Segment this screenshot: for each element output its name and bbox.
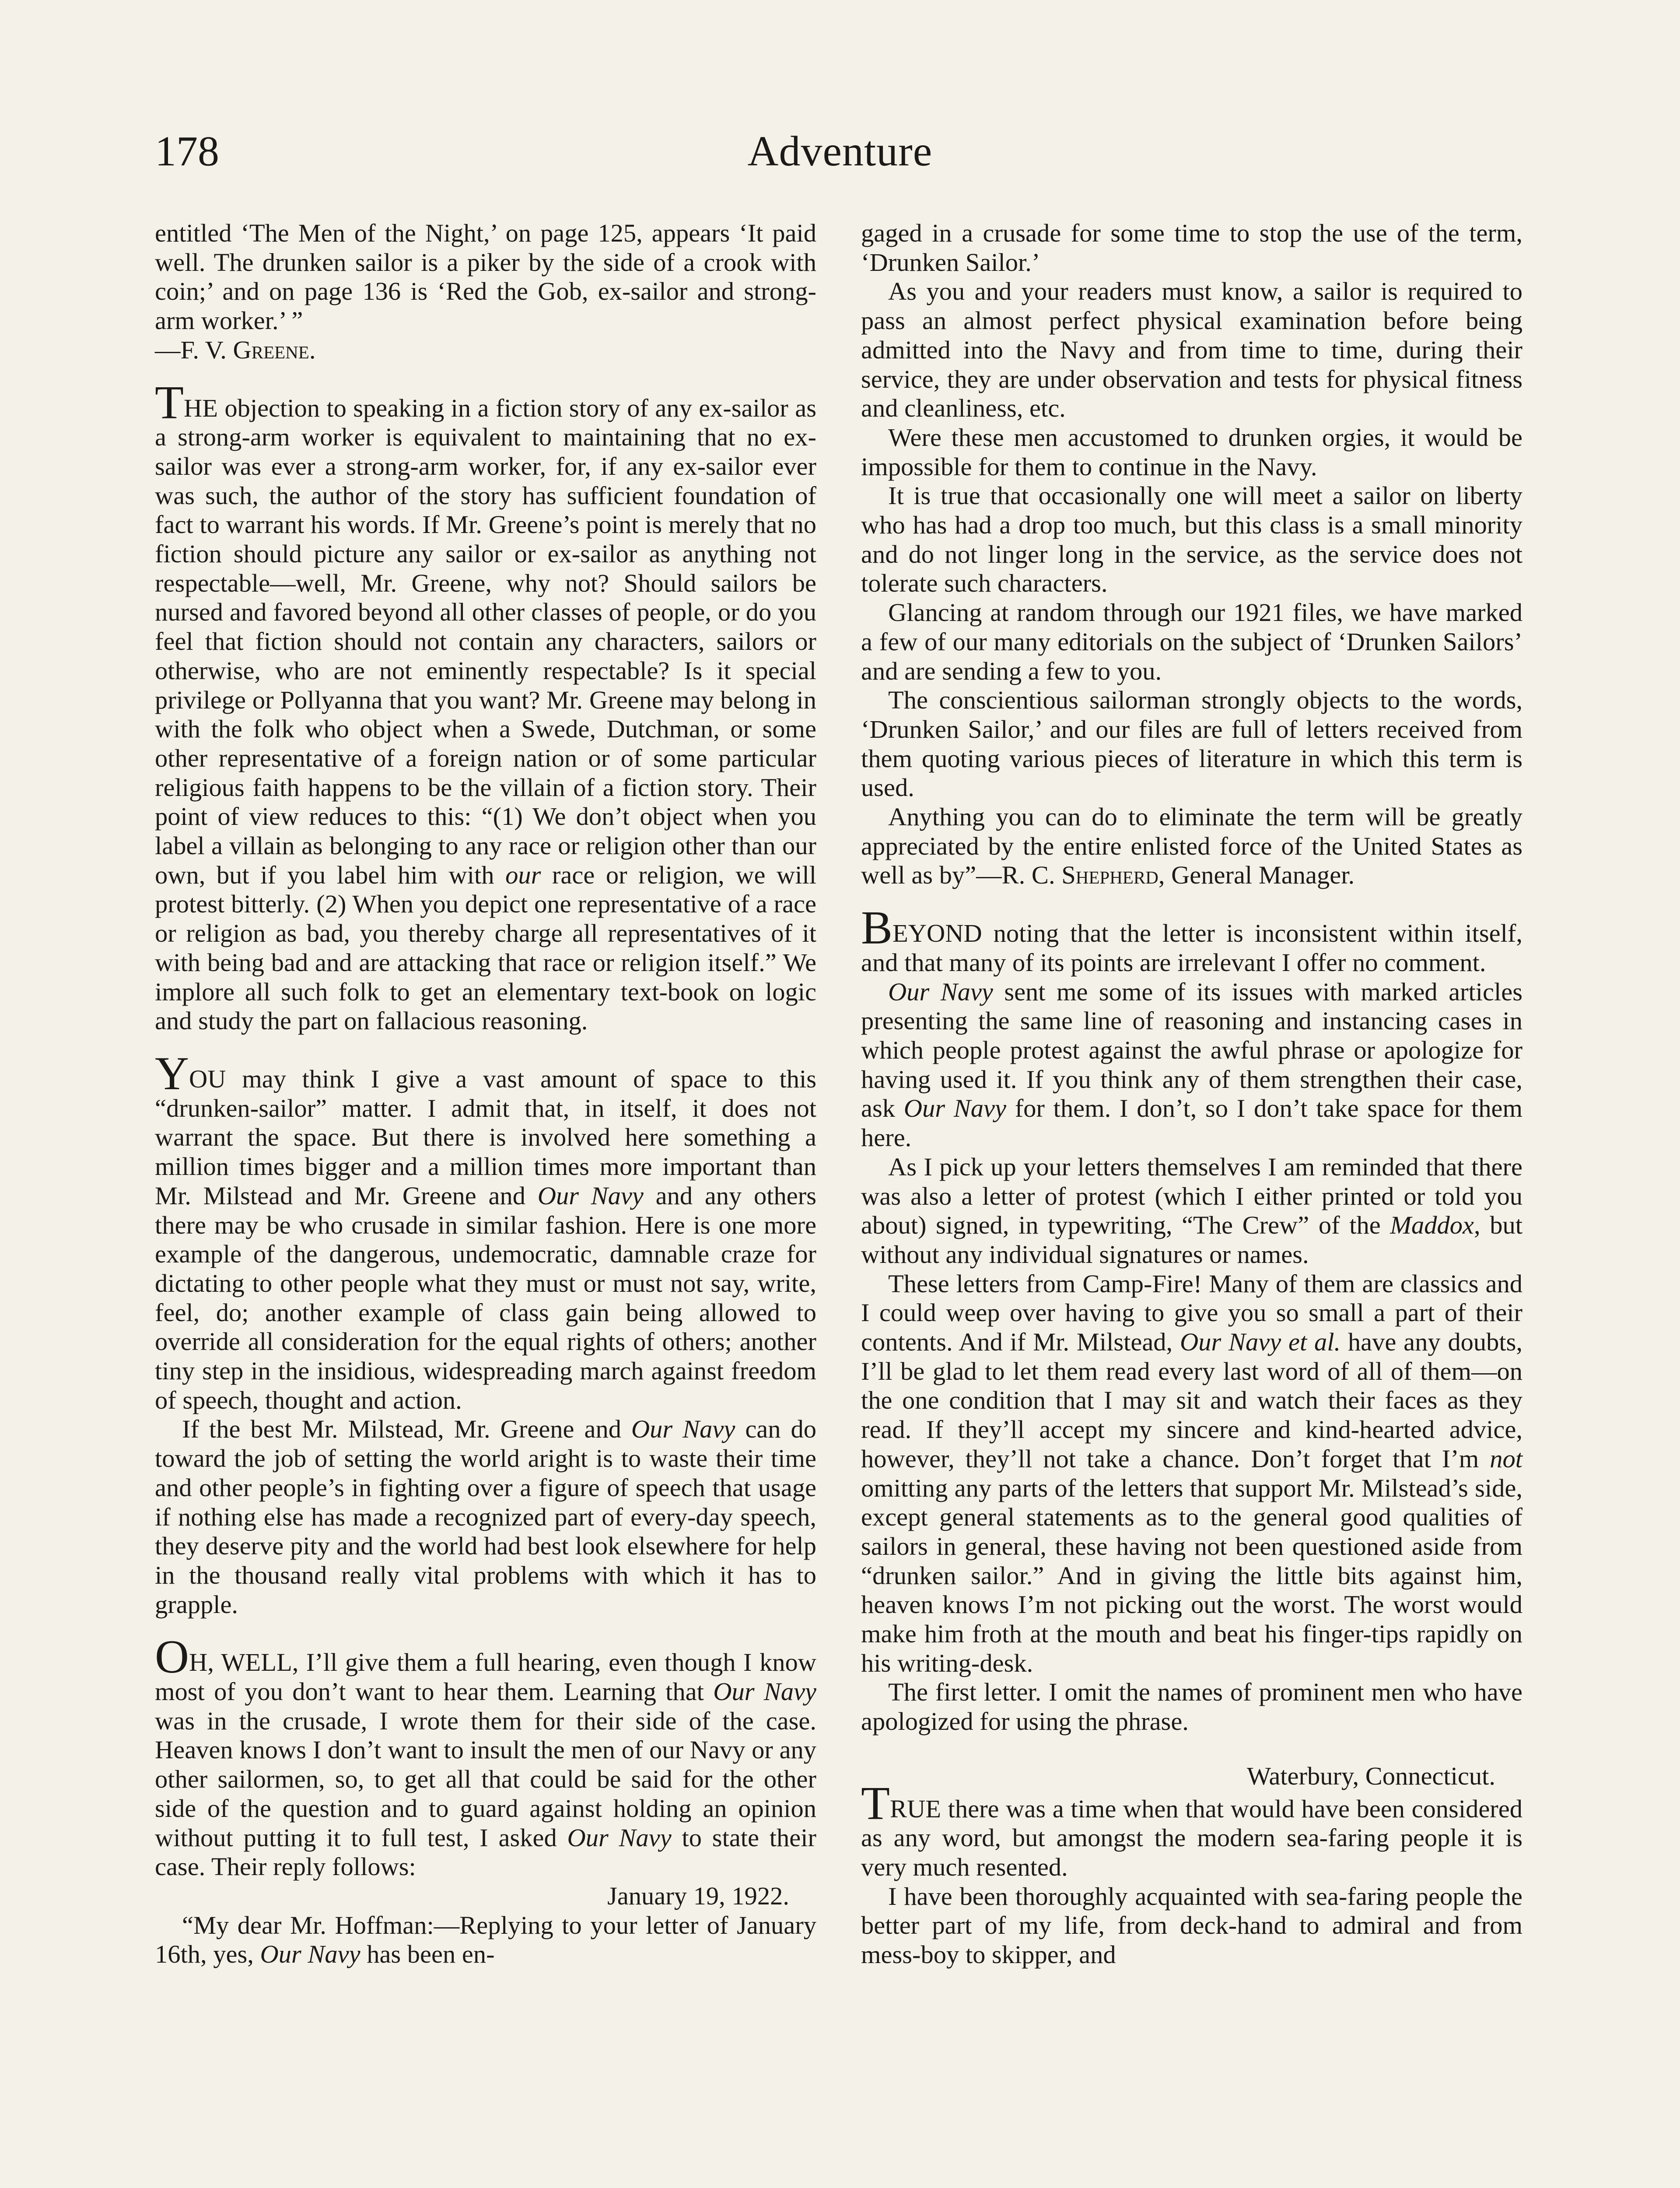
magazine-title: Adventure — [747, 128, 933, 175]
paragraph: As you and your readers must know, a sailor is required to pass an almost perfect physical examination before being admitted into the Navy and from time to time, during their service, they are under observation and tests for physical fitness and cleanliness, etc. — [861, 277, 1522, 423]
paragraph: Were these men accustomed to drunken orgies, it would be impossible for them to continue in the Navy. — [861, 423, 1522, 481]
signature: —F. V. Greene. — [155, 335, 316, 364]
drop-cap: O — [155, 1631, 189, 1683]
paragraph: gaged in a crusade for some time to stop the use of the term, ‘Drunken Sailor.’ — [861, 219, 1522, 277]
left-column — [155, 219, 816, 1969]
drop-cap: T — [155, 376, 184, 429]
paragraph: As I pick up your letters themselves I am reminded that there was also a letter of protest (which I either printed or told you about) signed, in typewriting, “The Crew” of the Maddox, but without any individual signatures or names. — [861, 1152, 1522, 1269]
drop-cap: T — [861, 1777, 890, 1830]
paragraph: If the best Mr. Milstead, Mr. Greene and Our Navy can do toward the job of setting the world aright is to waste their time and other people’s in fighting over a figure of speech that usage if nothing else has made a recognized part of every-day speech, they deserve pity and the world had best look elsewhere for help in the thousand really vital problems with which it has to grapple. — [155, 1415, 816, 1619]
letter-date: January 19, 1922. — [607, 1881, 789, 1910]
paragraph: “My dear Mr. Hoffman:—Replying to your letter of January 16th, yes, Our Navy has been en- — [155, 1911, 816, 1969]
paragraph: Anything you can do to eliminate the term will be greatly appreciated by the entire enlisted force of the United States as well as by”—R. C. Shepherd, General Manager. — [861, 803, 1522, 890]
paragraph: Our Navy sent me some of its issues with marked articles presenting the same line of reasoning and instancing cases in which people protest against the awful phrase or apologize for having used it. If you think any of them strengthen their case, ask Our Navy for them. I don’t, so I don’t take space for them here. — [861, 977, 1522, 1152]
paragraph: The first letter. I omit the names of prominent men who have apologized for using the phrase. — [861, 1678, 1522, 1736]
paragraph-section-start: BEYOND noting that the letter is inconsistent within itself, and that many of its points are irrelevant I offer no comment. — [861, 902, 1522, 977]
letter-location: Waterbury, Connecticut. — [1246, 1761, 1495, 1790]
drop-cap: Y — [155, 1047, 189, 1100]
paragraph-section-start: TRUE there was a time when that would have been considered as any word, but amongst the modern sea-faring people it is very much resented. — [861, 1777, 1522, 1881]
paragraph-section-start: THE objection to speaking in a fiction story of any ex-sailor as a strong-arm worker is equivalent to maintaining that no ex-sailor was ever a strong-arm worker, for, if any ex-sailor ever was such, the author of the story has sufficient foundation of fact to warrant his words. If Mr. Greene’s point is merely that no fiction should picture any sailor or ex-sailor as anything not respectable—well, Mr. Greene, why not? Should sailors be nursed and favored beyond all other classes of people, or do you feel that fiction should not contain any characters, sailors or otherwise, who are not eminently respectable? Is it special privilege or Pollyanna that you want? Mr. Greene may belong in with the folk who object when a Swede, Dutchman, or some other representative of a foreign nation or of some particular religious faith happens to be the villain of a fiction story. Their point of view reduces to this: “(1) We don’t object when you label a villain as belonging to any race or religion other than our own, but if you label him with our race or religion, we will protest bitterly. (2) When you depict one representative of a race or religion as bad, you thereby charge all representatives of it with being bad and are attacking that race or religion itself.” We implore all such folk to get an elementary text-book on logic and study the part on fallacious reasoning. — [155, 376, 817, 1035]
page-header — [155, 127, 1525, 193]
paragraph: It is true that occasionally one will meet a sailor on liberty who has had a drop too much, but this class is a small minority and do not linger long in the service, as the service does not tolerate such characters. — [861, 481, 1522, 598]
paragraph-section-start: YOU may think I give a vast amount of space to this “drunken-sailor” matter. I admit that, in itself, it does not warrant the space. But there is involved here something a million times bigger and a million times more important than Mr. Milstead and Mr. Greene and Our Navy and any others there may be who crusade in similar fashion. Here is one more example of the dangerous, undemocratic, damnable craze for dictating to other people what they must or must not say, write, feel, do; another example of class gain being allowed to override all consideration for the equal rights of others; another tiny step in the insidious, widespreading march against freedom of speech, thought and action. — [155, 1047, 816, 1414]
right-column — [861, 219, 1522, 1970]
paragraph: The conscientious sailorman strongly objects to the words, ‘Drunken Sailor,’ and our files are full of letters received from them quoting various pieces of literature in which this term is used. — [861, 686, 1522, 802]
page-number: 178 — [155, 128, 219, 175]
paragraph: Glancing at random through our 1921 files, we have marked a few of our many editorials on the subject of ‘Drunken Sailors’ and are sending a few to you. — [861, 598, 1522, 685]
drop-cap: B — [861, 902, 893, 954]
paragraph-section-start: OH, WELL, I’ll give them a full hearing, even though I know most of you don’t want to hear them. Learning that Our Navy was in the crusade, I wrote them for their side of the case. Heaven knows I don’t want to insult the men of our Navy or any other sailormen, so, to get all that could be said for the other side of the question and to guard against holding an opinion without putting it to full test, I asked Our Navy to state their case. Their reply follows: — [155, 1631, 816, 1881]
paragraph: entitled ‘The Men of the Night,’ on page 125, appears ‘It paid well. The drunken sailor is a piker by the side of a crook with coin;’ and on page 136 is ‘Red the Gob, ex-sailor and strong-arm worker.’ ” — [155, 219, 816, 335]
paragraph: These letters from Camp-Fire! Many of them are classics and I could weep over having to give you so small a part of their contents. And if Mr. Milstead, Our Navy et al. have any doubts, I’ll be glad to let them read every last word of all of them—on the one condition that I may sit and watch their faces as they read. If they’ll accept my sincere and kind-hearted advice, however, they’ll not take a chance. Don’t forget that I’m not omitting any parts of the letters that support Mr. Milstead’s side, except general statements as to the general good qualities of sailors in general, these having not been questioned aside from “drunken sailor.” And in giving the little bits against him, heaven knows I’m not picking out the worst. The worst would make him froth at the mouth and beat his finger-tips rapidly on his writing-desk. — [861, 1269, 1522, 1677]
paragraph: I have been thoroughly acquainted with sea-faring people the better part of my life, from deck-hand to admiral and from mess-boy to skipper, and — [861, 1882, 1522, 1969]
